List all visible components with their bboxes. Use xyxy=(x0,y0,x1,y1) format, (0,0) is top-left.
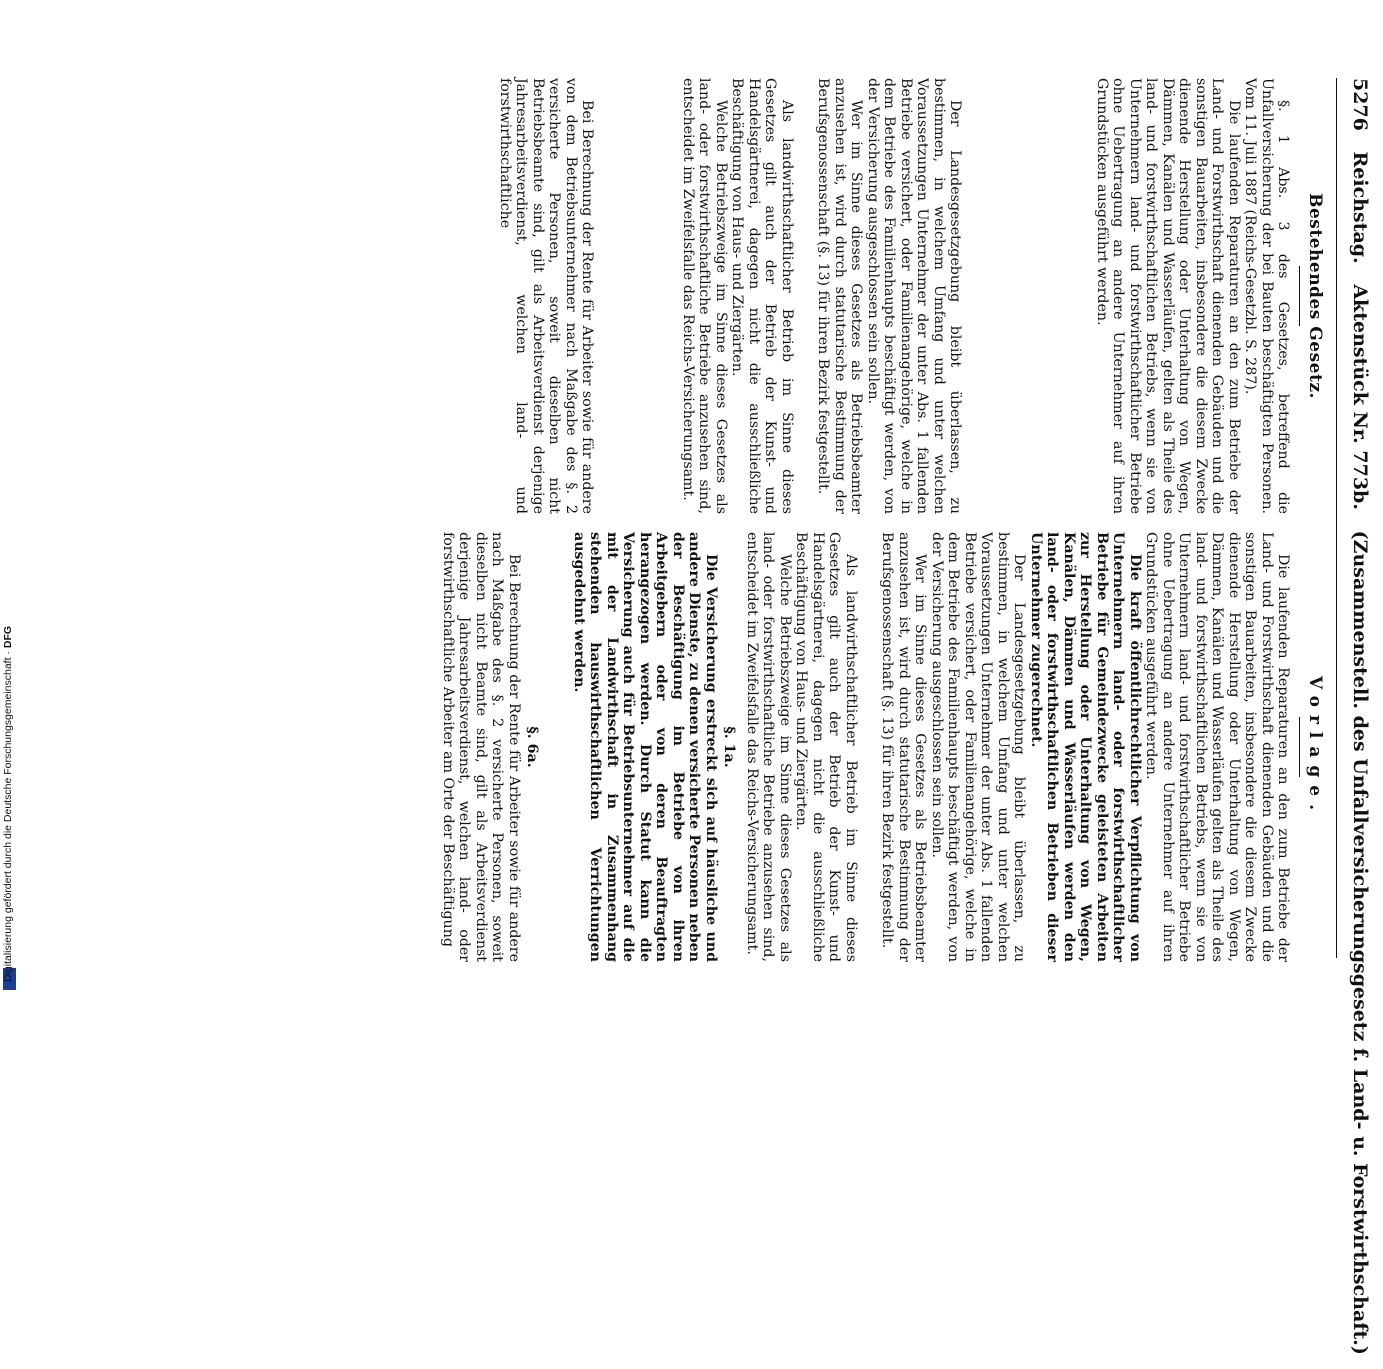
right-paragraph: Wer im Sinne dieses Gesetzes als Betriebsbeamter anzusehen ist, wird durch statutarische Bestimmung der Berufsgenossenschaft (§. 13) für ihren Bezirk festgestellt. xyxy=(879,532,929,962)
heading-rule xyxy=(1300,717,1301,777)
right-column xyxy=(440,532,1328,962)
section-6a-text: Bei Berechnung der Rente für Arbeiter sowie für andere nach Maßgabe des §. 2 versicherte Personen, soweit dieselben nicht Beamte sind, gilt als Arbeitsverdienst derjenige Jahresarbeitsverdienst, welchen land- oder forstwirthschaftliche Arbeiter am Orte der Beschäftigung xyxy=(440,532,522,962)
document-subject: (Zusammenstell. des Unfallversicherungsgesetz f. Land- u. Forstwirthschaft.) xyxy=(1349,530,1371,1355)
left-paragraph: Wer im Sinne dieses Gesetzes als Betriebsbeamter anzusehen ist, wird durch statutarische Bestimmung der Berufsgenossenschaft (§. 13) für ihren Bezirk festgestellt. xyxy=(815,78,865,514)
document-reference: Aktenstück Nr. 773b. xyxy=(1349,284,1371,510)
left-column xyxy=(497,78,1328,514)
digitization-credit: Digitalisierung gefördert durch die Deutsche Forschungsgemeinschaft · DFG xyxy=(2,625,14,982)
section-1a-title: §. 1a. xyxy=(721,726,738,768)
right-paragraph: Als landwirthschaftlicher Betrieb im Sinne dieses Gesetzes gilt auch der Betrieb der Kunst- und Handelsgärtnerei, dagegen nicht die ausschließliche Beschäftigung von Haus- und Ziergärten. xyxy=(793,532,859,962)
heading-rule xyxy=(1300,266,1301,326)
page-number: 5276 xyxy=(1349,78,1371,131)
left-column-heading: Bestehendes Gesetz. xyxy=(1305,193,1325,399)
right-paragraph: Die laufenden Reparaturen an den zum Betriebe der Land- und Forstwirthschaft dienenden Gebäuden und die sonstigen Bauarbeiten, insbesondere die diesem Zwecke dienende Herstellung oder Unterhaltung von Wegen, Dämmen, Kanälen und Wasserläufen gelten als Theile des land- und forstwirthschaftlichen Betriebs, wenn sie von Unternehmern land- und forstwirthschaftlicher Betriebe ohne Uebertragung an andere Unternehmer auf ihren Grundstücken ausgeführt werden. xyxy=(1143,532,1292,962)
right-paragraph: Der Landesgesetzgebung bleibt überlassen, zu bestimmen, in welchem Umfang und unter welchen Voraussetzungen Unternehmer der unter Abs. 1 fallenden Betriebe versichert, oder Familienangehörige, welche in dem Betriebe des Familienhaupts beschäftigt werden, von der Versicherung ausgeschlossen sein sollen. xyxy=(929,532,1028,962)
right-paragraph-new: Die kraft öffentlichrechtlicher Verpflichtung von Unternehmern land- oder forstwirthschaftlicher Betriebe für Gemeindezwecke geleisteten Arbeiten zur Herstellung oder Unterhaltung von Wegen, Kanälen, Dämmen und Wasserläufen werden den land- oder forstwirthschaftlichen Betrieben dieser Unternehmer zugerechnet. xyxy=(1028,532,1143,962)
section-6a-title: §. 6a. xyxy=(524,726,541,768)
left-paragraph: Als landwirthschaftlicher Betrieb im Sinne dieses Gesetzes gilt auch der Betrieb der Kunst- und Handelsgärtnerei, dagegen nicht die ausschließliche Beschäftigung von Haus- und Ziergärten. xyxy=(729,78,795,514)
left-paragraph: Bei Berechnung der Rente für Arbeiter sowie für andere von dem Betriebsunternehmer nach Maßgabe des §. 2 versicherte Personen, soweit dieselben nicht Betriebsbeamte sind, gilt als Arbeitsverdienst derjenige Jahresarbeitsverdienst, welchen land- und forstwirthschaftliche xyxy=(497,78,596,514)
right-column-heading: Vorlage. xyxy=(1305,675,1325,819)
left-paragraph: §. 1 Abs. 3 des Gesetzes, betreffend die Unfallversicherung der bei Bauten beschäftigten Personen. Vom 11. Juli 1887 (Reichs-Gesetzbl. S. 287). xyxy=(1242,78,1292,514)
left-paragraph: Welche Betriebszweige im Sinne dieses Gesetzes als land- oder forstwirthschaftliche Betriebe anzusehen sind, entscheidet im Zweifelsfalle das Reichs-Versicherungsamt. xyxy=(680,78,729,514)
left-paragraph: Der Landesgesetzgebung bleibt überlassen, zu bestimmen, in welchem Umfang und unter welchen Voraussetzungen Unternehmer der unter Abs. 1 fallenden Betriebe versichert, oder Familienangehörige, welche in dem Betriebe des Familienhaupts beschäftigt werden, von der Versicherung ausgeschlossen sein sollen. xyxy=(865,78,964,514)
right-paragraph: Welche Betriebszweige im Sinne dieses Gesetzes als land- oder forstwirthschaftliche Betriebe anzusehen sind, entscheidet im Zweifelsfalle das Reichs-Versicherungsamt. xyxy=(744,532,793,962)
publication-name: Reichstag. xyxy=(1349,151,1371,264)
left-paragraph: Die laufenden Reparaturen an den zum Betriebe der Land- und Forstwirthschaft dienenden Gebäuden und die sonstigen Bauarbeiten, insbesondere die diesem Zwecke dienende Herstellung oder Unterhaltung von Wegen, Dämmen, Kanälen und Wasserläufen, gelten als Theile des land- und forstwirthschaftlichen Betriebs, wenn sie von Unternehmern land- und forstwirthschaftlicher Betriebe ohne Uebertragung an andere Unternehmer auf ihren Grundstücken ausgeführt werden. xyxy=(1094,78,1242,514)
page-header xyxy=(1336,78,1371,1355)
section-1a-text: Die Versicherung erstreckt sich auf häusliche und andere Dienste, zu denen versicherte Personen neben der Beschäftigung im Betriebe von ihren Arbeitgebern oder von deren Beauftragten herangezogen werden. Durch Statut kann die Versicherung auch für Betriebsunternehmer auf die mit der Landwirthschaft in Zusammenhang stehenden hauswirthschaftlichen Verrichtungen ausgedehnt werden. xyxy=(571,532,719,962)
